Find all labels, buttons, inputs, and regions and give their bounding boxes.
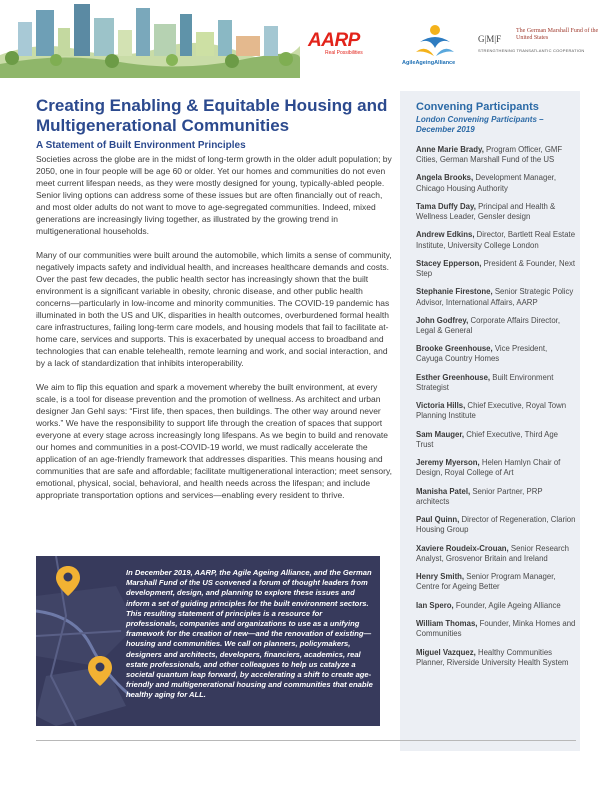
participant-role: Senior Program Manager, Centre for Ageing Better bbox=[416, 572, 556, 592]
participant-name: Paul Quinn, bbox=[416, 515, 460, 525]
participant-list bbox=[416, 145, 576, 668]
participant-name: Angela Brooks, bbox=[416, 173, 474, 183]
participant-name: Brooke Greenhouse, bbox=[416, 344, 493, 354]
participant-item bbox=[416, 515, 576, 535]
participant-item bbox=[416, 287, 576, 307]
participant-name: William Thomas, bbox=[416, 619, 478, 629]
participant-item bbox=[416, 401, 576, 421]
body-text bbox=[36, 153, 396, 513]
participant-role: Director of Regeneration, Clarion Housing Group bbox=[416, 515, 576, 535]
city-skyline-illustration bbox=[0, 0, 300, 78]
participant-role: Development Manager, Chicago Housing Authority bbox=[416, 173, 556, 193]
aga-logo-text: AgileAgeingAlliance bbox=[402, 60, 456, 66]
location-pin-icon bbox=[88, 656, 112, 686]
callout-box bbox=[36, 556, 380, 726]
participant-role: Chief Executive, Third Age Trust bbox=[416, 429, 559, 449]
participant-role: Program Officer, GMF Cities, German Marshall Fund of the US bbox=[416, 145, 563, 165]
aarp-logo: AARP bbox=[308, 30, 360, 51]
participant-role: Founder, Agile Ageing Alliance bbox=[453, 600, 561, 610]
participant-item bbox=[416, 430, 576, 450]
participant-name: Victoria Hills, bbox=[416, 401, 466, 411]
page-subtitle: A Statement of Built Environment Principles bbox=[36, 140, 246, 151]
participant-item bbox=[416, 487, 576, 507]
callout-text: In December 2019, AARP, the Agile Ageing Alliance, and the German Marshall Fund of the US convened a forum of thought leaders from development, design, and planning to explore these issues and inform a set of guiding principles for the built environment sectors. This resulting statement of principles is a resource for professionals, companies and organizations to use as a unifying framework for the creation of new—and the renovation of existing—housing and communities. We call on planners, policymakers, designers and architects, developers, financiers, academics, real estate professionals, and other colleagues to help us catalyze a societal quantum leap forward, by accelerating a shift to create age-friendly and multigenerational housing and communities that enable healthy aging for ALL. bbox=[126, 568, 373, 700]
participant-name: Manisha Patel, bbox=[416, 486, 471, 496]
participant-item bbox=[416, 230, 576, 250]
location-pin-icon bbox=[56, 566, 80, 596]
participant-name: Sam Mauger, bbox=[416, 429, 465, 439]
footer-divider bbox=[36, 740, 576, 741]
participant-name: Miguel Vazquez, bbox=[416, 647, 476, 657]
paragraph: Many of our communities were built around the automobile, which limits a sense of community, negatively impacts safety and individual health, and increases healthcare demands and costs. Over the past few decades, the public health sector has increasingly shown that the built environment is a significant variable in obesity, chronic disease, and other public health concerns—particularly in low-income and minority communities. The COVID-19 pandemic has illuminated in both the US and UK, disparities in health outcomes, overburdened formal health care infrastructures, failing long-term care models, and housing models that fail to facilitate at-home care, services and supports. This is exacerbated by unequal access to broadband and technologies that can enable telehealth, remote learning and work, and social interaction, and by a lack of standardization that inhibits interoperability. bbox=[36, 250, 392, 368]
participant-role: Vice President, Cayuga Country Homes bbox=[416, 344, 548, 364]
participant-role: President & Founder, Next Step bbox=[416, 258, 576, 279]
gmf-logo: G|M|F bbox=[478, 34, 502, 44]
participant-name: Esther Greenhouse, bbox=[416, 372, 491, 382]
participant-item bbox=[416, 572, 576, 592]
aarp-tagline: Real Possibilities bbox=[325, 50, 363, 56]
participant-item bbox=[416, 601, 576, 611]
participant-name: Andrew Edkins, bbox=[416, 230, 475, 240]
participant-item bbox=[416, 544, 576, 564]
participant-role: Built Environment Strategist bbox=[416, 372, 554, 392]
participant-item bbox=[416, 173, 576, 193]
sidebar-subheading: London Convening Participants – December 2019 bbox=[416, 115, 544, 134]
participant-name: Stacey Epperson, bbox=[416, 258, 482, 268]
participant-role: Senior Strategic Policy Advisor, International Affairs, AARP bbox=[416, 287, 574, 307]
participant-role: Senior Partner, PRP architects bbox=[416, 486, 543, 506]
gmf-name: The German Marshall Fund of the United States bbox=[516, 28, 599, 41]
header-illustration bbox=[0, 0, 300, 78]
participant-name: Henry Smith, bbox=[416, 572, 465, 582]
participant-role: Director, Bartlett Real Estate Institute, University College London bbox=[416, 230, 576, 250]
participant-name: Xaviere Roudeix-Crouan, bbox=[416, 543, 509, 553]
paragraph: Societies across the globe are in the midst of long-term growth in the older adult population; by 2050, one in four people will be age 60 or older. Yet our homes and communities do not even meet current lifespan needs, as they were mostly designed for young, typically-abled people. Senior living options can address some of these issues but are often financially out of reach, and most older adults do not want to move to age-segregated communities. Indeed, mixed generations are increasingly living together, as illustrated by the growing trend in multigenerational households. bbox=[36, 154, 392, 236]
participant-name: Jeremy Myerson, bbox=[416, 458, 480, 468]
paragraph: We aim to flip this equation and spark a movement whereby the built environment, at every scale, is a tool for disease prevention and the promotion of wellness. As architect and urban designer Jan Gehl says: “First life, then spaces, then buildings. The other way around never works.” We have the responsibility to support life through the creation of spaces that support everyone at every stage across increasingly long lifespans. As we begin to build and renovate our homes and communities in a post-COVID-19 world, we must radically accelerate the application of an age-friendly framework that addresses disparities. This means housing and communities that are safe and affordable; facilitate multigenerational interaction; meet sensory, emotional, physical, social, behavioral, and health needs across the lifespan; and include appropriate transportation options and services—enabling every resident to thrive. bbox=[36, 382, 392, 500]
page-title: Creating Enabling & Equitable Housing and Multigenerational Communities bbox=[36, 96, 388, 135]
participant-item bbox=[416, 458, 576, 478]
participant-name: Stephanie Firestone, bbox=[416, 287, 493, 297]
sidebar-heading: Convening Participants bbox=[416, 101, 539, 113]
participant-item bbox=[416, 316, 576, 336]
participant-role: Chief Executive, Royal Town Planning Institute bbox=[416, 401, 567, 421]
participant-name: Tama Duffy Day, bbox=[416, 201, 476, 211]
partner-logos bbox=[300, 0, 612, 78]
gmf-tagline: STRENGTHENING TRANSATLANTIC COOPERATION bbox=[478, 48, 585, 53]
participant-role: Senior Research Analyst, Grosvenor Britain and Ireland bbox=[416, 543, 569, 563]
participants-sidebar bbox=[400, 91, 580, 751]
participant-item bbox=[416, 259, 576, 279]
participant-item bbox=[416, 344, 576, 364]
participant-item bbox=[416, 619, 576, 639]
participant-role: Healthy Communities Planner, Riverside University Health System bbox=[416, 647, 569, 667]
participant-name: John Godfrey, bbox=[416, 315, 469, 325]
participant-role: Founder, Minka Homes and Communities bbox=[416, 619, 576, 639]
participant-item bbox=[416, 373, 576, 393]
participant-role: Principal and Health & Wellness Leader, Gensler design bbox=[416, 201, 556, 222]
participant-item bbox=[416, 145, 576, 165]
participant-name: Anne Marie Brady, bbox=[416, 145, 484, 154]
agile-ageing-alliance-icon bbox=[410, 22, 460, 64]
participant-role: Helen Hamlyn Chair of Design, Royal College of Art bbox=[416, 458, 561, 478]
participant-role: Corporate Affairs Director, Legal & General bbox=[416, 315, 561, 335]
participant-item bbox=[416, 648, 576, 668]
participant-item bbox=[416, 202, 576, 222]
participant-name: Ian Spero, bbox=[416, 600, 454, 610]
